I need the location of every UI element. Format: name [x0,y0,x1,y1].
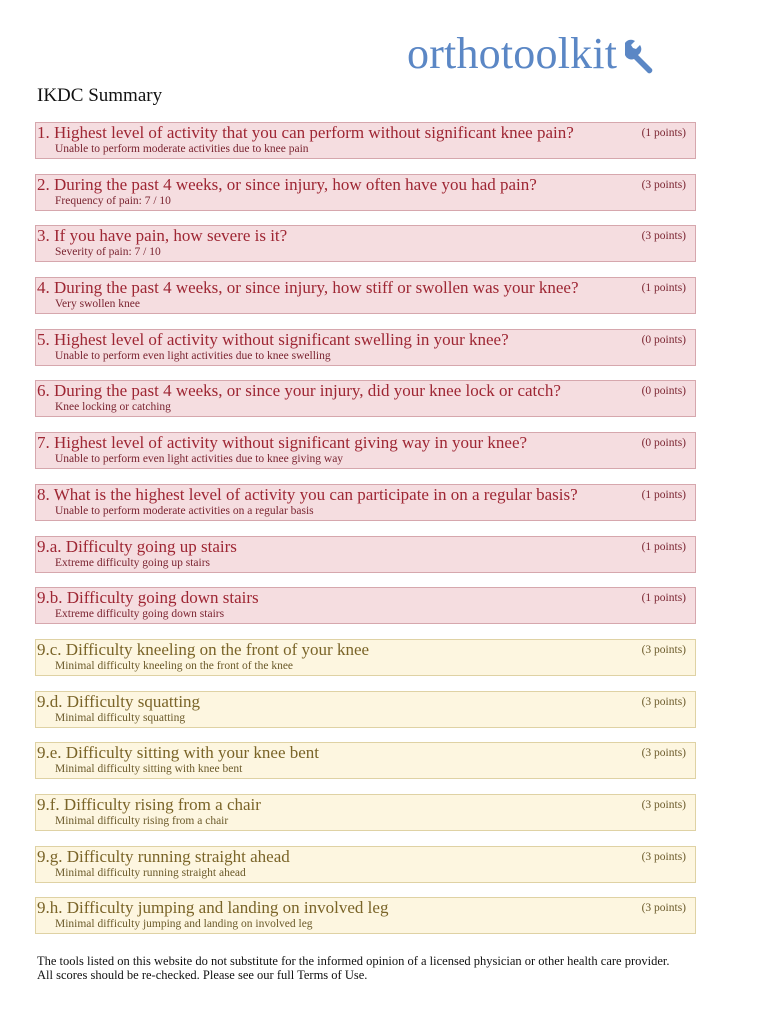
item-question: 9.f. Difficulty rising from a chair [37,794,261,814]
summary-item [35,536,696,573]
summary-item [35,122,696,159]
item-points: (3 points) [641,695,686,708]
summary-item [35,691,696,728]
summary-item [35,380,696,417]
summary-item [35,794,696,831]
summary-list [35,122,696,949]
item-answer: Knee locking or catching [55,401,171,414]
item-question: 9.a. Difficulty going up stairs [37,536,237,556]
item-question: 8. What is the highest level of activity you can participate in on a regular basis? [37,484,578,504]
item-answer: Extreme difficulty going up stairs [55,556,211,569]
item-answer: Very swollen knee [55,298,140,311]
item-answer: Unable to perform moderate activities due to knee pain [55,143,309,155]
page-title: IKDC Summary [37,85,163,106]
item-question: 2. During the past 4 weeks, or since injury, how often have you had pain? [37,174,537,194]
item-question: 9.b. Difficulty going down stairs [37,588,259,608]
brand-name: orthotoolkit [407,29,618,78]
item-points: (0 points) [641,333,686,346]
item-answer: Unable to perform even light activities due to knee giving way [55,453,344,466]
item-points: (0 points) [641,385,686,398]
item-answer: Minimal difficulty running straight ahead [55,866,246,879]
summary-item [35,329,696,366]
summary-item [35,742,696,779]
item-answer: Minimal difficulty jumping and landing on involved leg [55,918,313,931]
summary-item [35,225,696,262]
summary-item [35,639,696,676]
summary-item [35,897,696,934]
item-question: 9.d. Difficulty squatting [37,691,201,711]
item-answer: Frequency of pain: 7 / 10 [55,194,171,207]
brand-logo [407,28,663,79]
disclaimer [37,954,717,982]
item-points: (1 points) [641,540,686,553]
summary-item [35,174,696,211]
item-answer: Minimal difficulty kneeling on the front of the knee [55,659,294,672]
item-answer: Severity of pain: 7 / 10 [55,246,161,259]
item-question: 9.g. Difficulty running straight ahead [37,846,290,866]
disclaimer-line-1: The tools listed on this website do not substitute for the informed opinion of a licensed physician or other health care provider. [37,954,670,968]
item-question: 9.c. Difficulty kneeling on the front of your knee [37,639,370,659]
summary-item [35,846,696,883]
item-points: (3 points) [641,643,686,656]
item-question: 4. During the past 4 weeks, or since injury, how stiff or swollen was your knee? [37,278,579,298]
item-question: 6. During the past 4 weeks, or since your injury, did your knee lock or catch? [37,381,561,401]
item-question: 7. Highest level of activity without significant giving way in your knee? [37,433,528,453]
item-question: 1. Highest level of activity that you can perform without significant knee pain? [37,123,574,142]
item-points: (1 points) [641,592,686,605]
item-points: (3 points) [641,850,686,863]
item-answer: Extreme difficulty going down stairs [55,608,225,621]
item-points: (1 points) [641,282,686,295]
item-question: 3. If you have pain, how severe is it? [37,226,288,246]
item-question: 9.h. Difficulty jumping and landing on involved leg [37,898,389,918]
summary-item [35,277,696,314]
item-points: (3 points) [641,178,686,191]
item-points: (3 points) [641,902,686,915]
item-points: (1 points) [641,488,686,501]
item-answer: Minimal difficulty squatting [55,711,186,724]
item-points: (0 points) [641,437,686,450]
summary-item [35,484,696,521]
item-points: (3 points) [641,230,686,243]
disclaimer-line-2: All scores should be re-checked. Please see our full Terms of Use. [37,968,368,982]
item-question: 9.e. Difficulty sitting with your knee bent [37,743,320,763]
item-question: 5. Highest level of activity without significant swelling in your knee? [37,329,509,349]
item-points: (3 points) [641,747,686,760]
item-points: (1 points) [641,127,686,139]
summary-item [35,587,696,624]
item-answer: Unable to perform even light activities due to knee swelling [55,349,331,362]
item-answer: Minimal difficulty rising from a chair [55,814,229,827]
item-answer: Minimal difficulty sitting with knee bent [55,763,243,776]
item-answer: Unable to perform moderate activities on a regular basis [55,504,314,517]
wrench-icon [619,35,663,75]
summary-item [35,432,696,469]
item-points: (3 points) [641,798,686,811]
